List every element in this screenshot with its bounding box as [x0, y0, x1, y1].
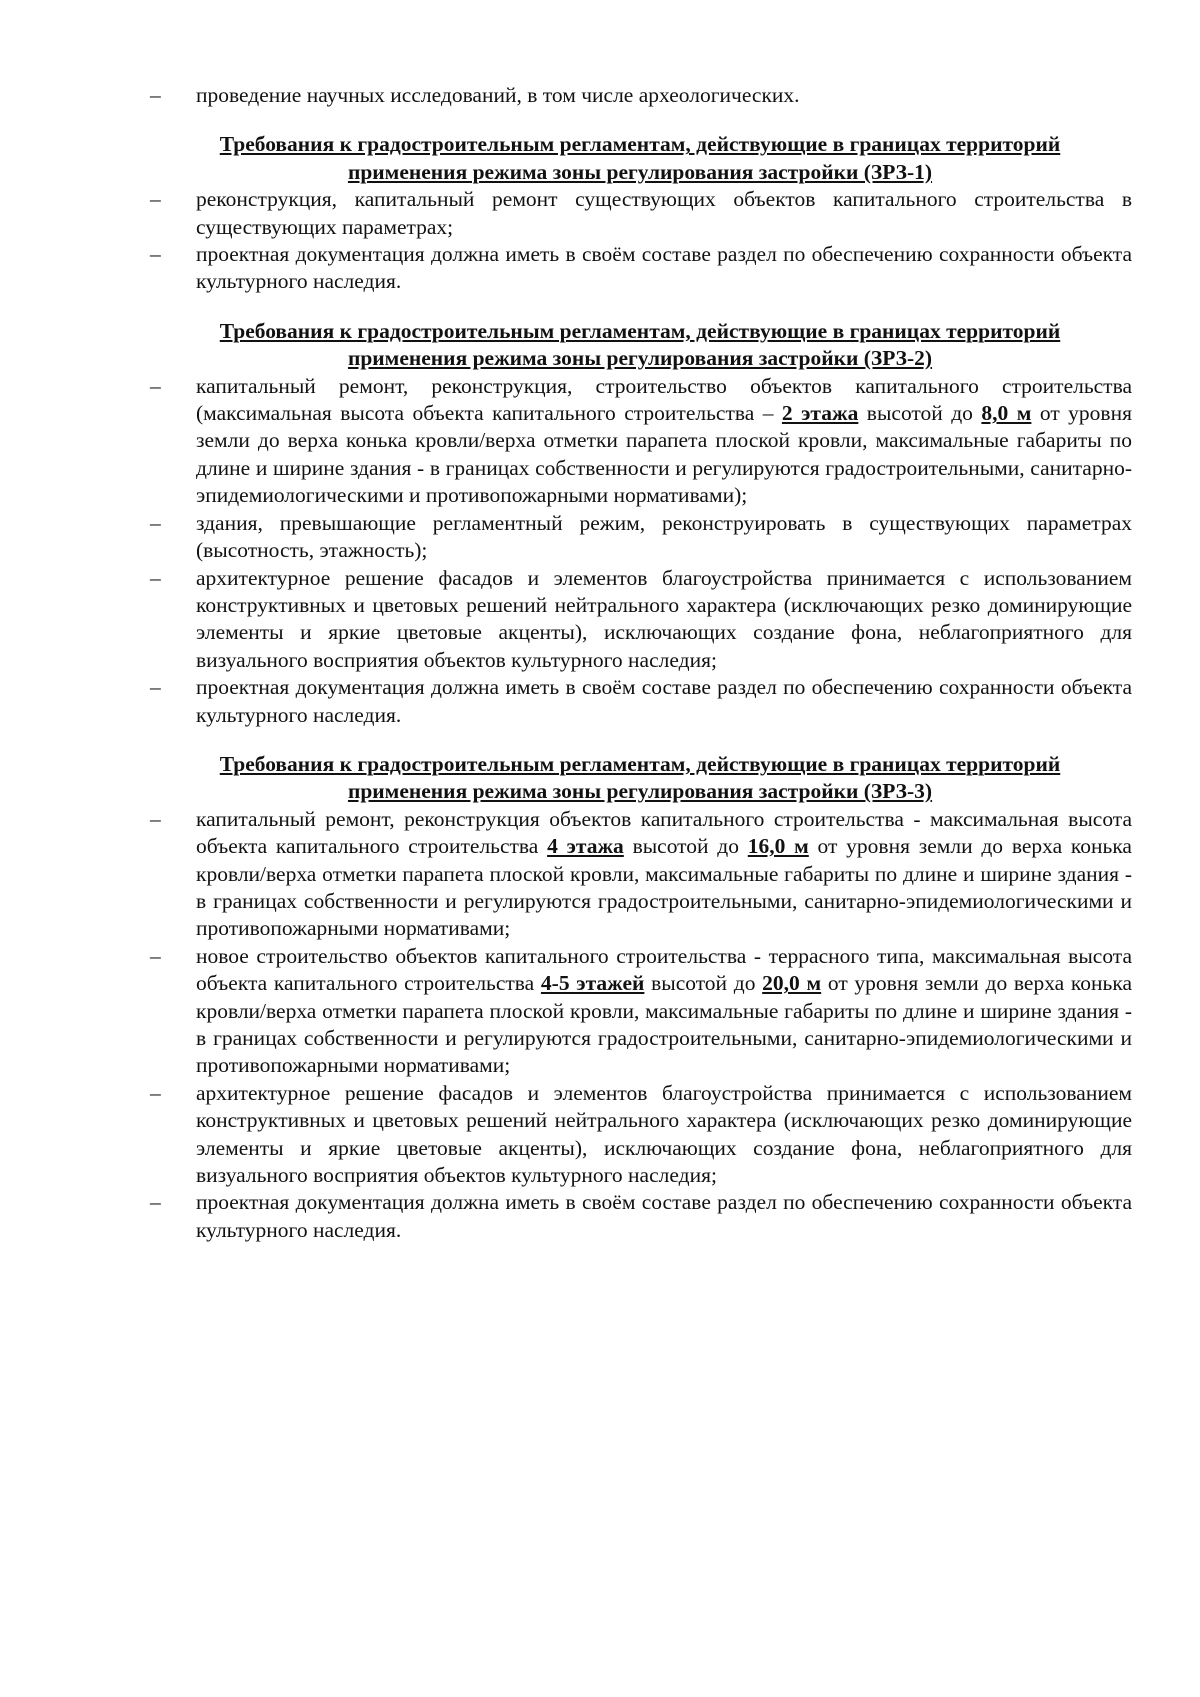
heading-line: Требования к градостроительным регламентам, действующие в границах территорий	[219, 318, 1061, 343]
heading-line: применения режима зоны регулирования застройки (ЗРЗ-2)	[347, 346, 933, 371]
bullet-dash: –	[150, 373, 161, 398]
list-item	[148, 943, 1132, 1080]
floors-value: 4 этажа	[547, 834, 624, 859]
list-item-text: проектная документация должна иметь в своём составе раздел по обеспечению сохранности объекта культурного наследия.	[196, 242, 1132, 294]
height-value: 20,0 м	[762, 971, 822, 996]
bullet-dash: –	[150, 675, 161, 700]
bullet-dash: –	[150, 242, 161, 267]
list-item-text: проведение научных исследований, в том числе археологических.	[196, 83, 800, 107]
list-item-text	[196, 807, 1132, 941]
section-heading-zrz2	[148, 318, 1132, 373]
text-run: капитальный ремонт, реконструкция объектов капитального строительства - максимальная высота объекта капитального строительства	[196, 806, 1132, 859]
heading-line: применения режима зоны регулирования застройки (ЗРЗ-1)	[347, 159, 933, 184]
text-run: высотой до	[623, 834, 748, 859]
list-item-text: проектная документация должна иметь в своём составе раздел по обеспечению сохранности объекта культурного наследия.	[196, 675, 1132, 727]
section-heading-zrz3	[148, 751, 1132, 806]
bullet-dash: –	[150, 510, 161, 535]
text-run: высотой до	[858, 401, 982, 426]
text-run: новое строительство объектов капитального строительства - террасного типа, максимальная высота объекта капитального строительства	[196, 943, 1132, 996]
heading-line: Требования к градостроительным регламентам, действующие в границах территорий	[219, 751, 1061, 776]
list-item	[148, 373, 1132, 510]
bullet-dash: –	[150, 83, 161, 107]
height-value: 16,0 м	[747, 834, 809, 859]
list-item-text: архитектурное решение фасадов и элементов благоустройства принимается с использованием конструктивных и цветовых решений нейтрального характера (исключающих резко доминирующие элементы и яркие цветовые акценты), исключающих создание фона, неблагоприятного для визуального восприятия объектов культурного наследия;	[196, 1080, 1132, 1188]
bullet-dash: –	[150, 1190, 161, 1215]
list-item-text	[196, 374, 1132, 508]
text-run: высотой до	[644, 971, 763, 996]
document-page	[148, 82, 1132, 1244]
list-item-text: реконструкция, капитальный ремонт существующих объектов капитального строительства в существующих параметрах;	[196, 187, 1132, 239]
text-run: от уровня земли до верха конька кровли/верха отметки парапета плоской кровли, максимальные габариты по длине и ширине здания - в границах собственности и регулируются градостроительными, санитарно-эпидемиологическими и противопожарными нормативами;	[196, 971, 1132, 1078]
floors-value: 4-5 этажей	[540, 971, 645, 996]
list-item	[148, 674, 1132, 729]
bullet-dash: –	[150, 1080, 161, 1105]
list-item	[148, 1080, 1132, 1190]
list-item-text: проектная документация должна иметь в своём составе раздел по обеспечению сохранности объекта культурного наследия.	[196, 1190, 1132, 1242]
list-item	[148, 186, 1132, 241]
list-item	[148, 241, 1132, 296]
list-item	[148, 510, 1132, 565]
bullet-dash: –	[150, 806, 161, 831]
floors-value: 2 этажа	[781, 401, 859, 426]
list-item-text	[196, 944, 1132, 1078]
heading-line: Требования к градостроительным регламентам, действующие в границах территорий	[219, 132, 1061, 157]
list-item	[148, 806, 1132, 943]
section-heading-zrz1	[148, 131, 1132, 186]
bullet-dash: –	[150, 565, 161, 590]
list-item-text: здания, превышающие регламентный режим, реконструировать в существующих параметрах (высотность, этажность);	[196, 510, 1132, 563]
text-run: от уровня земли до верха конька кровли/верха отметки парапета плоской кровли, максимальные габариты по длине и ширине здания - в границах собственности и регулируются градостроительными, санитарно-эпидемиологическими и противопожарными нормативами);	[196, 401, 1132, 508]
list-item	[148, 82, 1132, 109]
bullet-dash: –	[150, 943, 161, 968]
list-item	[148, 1189, 1132, 1244]
height-value: 8,0 м	[981, 401, 1032, 426]
heading-line: применения режима зоны регулирования застройки (ЗРЗ-3)	[347, 779, 933, 804]
text-run: от уровня земли до верха конька кровли/верха отметки парапета плоской кровли, максимальные габариты по длине и ширине здания - в границах собственности и регулируются градостроительными, санитарно-эпидемиологическими и противопожарными нормативами;	[196, 834, 1132, 941]
text-run: капитальный ремонт, реконструкция, строительство объектов капитального строительства (максимальная высота объекта капитального строительства –	[196, 373, 1132, 426]
bullet-dash: –	[150, 187, 161, 212]
list-item-text: архитектурное решение фасадов и элементов благоустройства принимается с использованием конструктивных и цветовых решений нейтрального характера (исключающих резко доминирующие элементы и яркие цветовые акценты), исключающих создание фона, неблагоприятного для визуального восприятия объектов культурного наследия;	[196, 565, 1132, 672]
list-item	[148, 565, 1132, 675]
